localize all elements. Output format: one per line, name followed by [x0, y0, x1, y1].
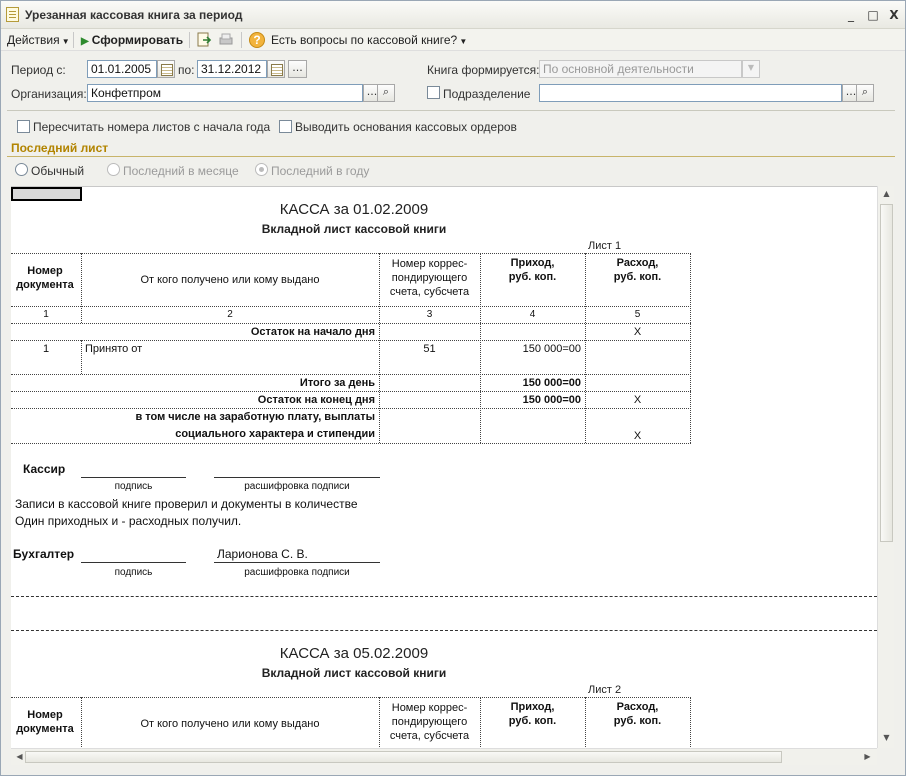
- grid-line: [11, 323, 691, 324]
- signature-line: [81, 477, 186, 478]
- help-menu[interactable]: [271, 32, 467, 48]
- radio-usual-label: Обычный: [31, 164, 85, 178]
- grid-line: [81, 340, 82, 374]
- scroll-right-icon[interactable]: ▶: [864, 752, 871, 761]
- total-label: Итого за день: [299, 377, 375, 389]
- calendar-icon[interactable]: [267, 60, 285, 78]
- header-income: Приход, руб. коп.: [508, 701, 557, 727]
- book-label: Книга формируется:: [427, 63, 540, 77]
- generate-button[interactable]: [81, 32, 183, 48]
- calendar-icon[interactable]: [157, 60, 175, 78]
- decode-caption: расшифровка подписи: [244, 567, 350, 578]
- page-break: [11, 596, 877, 597]
- salary-line-2: социального характера и стипендии: [175, 428, 375, 440]
- selected-cell[interactable]: [11, 187, 82, 201]
- vertical-scrollbar[interactable]: [877, 186, 894, 748]
- opening-expense: X: [633, 326, 642, 338]
- vertical-scroll-thumb[interactable]: [880, 204, 893, 542]
- help-icon[interactable]: ?: [249, 32, 265, 48]
- divider: [7, 156, 895, 157]
- col-number: 2: [227, 309, 233, 320]
- scroll-down-icon[interactable]: ▼: [883, 733, 890, 742]
- radio-last-year[interactable]: [255, 163, 268, 176]
- chevron-down-icon: ▼: [59, 37, 70, 46]
- salary-line-1: в том числе на заработную плату, выплаты: [135, 411, 375, 423]
- grid-line: [11, 253, 691, 254]
- maximize-icon[interactable]: □: [867, 8, 879, 22]
- grid-line: [11, 697, 691, 698]
- page-break: [11, 630, 877, 631]
- report-spreadsheet[interactable]: [11, 186, 877, 748]
- close-icon[interactable]: X: [889, 8, 899, 22]
- period-select-button[interactable]: ...: [288, 60, 307, 78]
- print-icon[interactable]: [218, 32, 234, 48]
- header-income: Приход, руб. коп.: [508, 257, 557, 283]
- header-doc-no: Номер документа: [16, 709, 74, 735]
- decode-caption: расшифровка подписи: [244, 481, 350, 492]
- generate-label: Сформировать: [91, 33, 184, 47]
- period-to-label: по:: [178, 63, 195, 77]
- cashier-label: Кассир: [23, 462, 66, 476]
- search-icon[interactable]: ⌕: [377, 84, 395, 102]
- sign-caption: подпись: [114, 567, 153, 578]
- header-from-whom: От кого получено или кому выдано: [140, 718, 320, 730]
- play-icon: ▶: [81, 36, 89, 47]
- entry-number: 1: [42, 343, 50, 355]
- radio-usual[interactable]: [15, 163, 28, 176]
- window-title: Урезанная кассовая книга за период: [25, 8, 243, 22]
- header-doc-no: Номер документа: [16, 265, 74, 291]
- renumber-checkbox[interactable]: [17, 120, 30, 133]
- accountant-name: Ларионова С. В.: [217, 547, 308, 561]
- page-subtitle: Вкладной лист кассовой книги: [261, 666, 447, 680]
- org-field[interactable]: Конфетпром: [87, 84, 363, 102]
- toolbar-separator: [241, 32, 242, 48]
- toolbar: [1, 29, 905, 51]
- page-title: КАССА за 05.02.2009: [279, 645, 429, 662]
- entry-text: Принято от: [85, 343, 143, 355]
- radio-last-month-label: Последний в месяце: [123, 164, 239, 178]
- grid-line: [11, 408, 691, 409]
- grid-line: [11, 340, 691, 341]
- page-subtitle: Вкладной лист кассовой книги: [261, 222, 447, 236]
- grid-line: [690, 253, 691, 443]
- document-icon: [6, 7, 19, 22]
- last-sheet-heading: Последний лист: [11, 141, 109, 155]
- col-number: 3: [426, 309, 433, 320]
- org-select-button[interactable]: ...: [363, 84, 381, 102]
- divider: [7, 110, 895, 111]
- grid-line: [11, 306, 691, 307]
- total-income: 150 000=00: [522, 377, 581, 389]
- basis-label: Выводить основания кассовых ордеров: [295, 120, 517, 134]
- col-number: 1: [43, 309, 49, 320]
- scroll-left-icon[interactable]: ◀: [16, 752, 23, 761]
- closing-income: 150 000=00: [522, 394, 581, 406]
- signature-line: [214, 477, 380, 478]
- header-expense: Расход, руб. коп.: [613, 701, 662, 727]
- subdiv-field[interactable]: [539, 84, 842, 102]
- sheet-number: Лист 1: [588, 240, 622, 252]
- chevron-down-icon: ▼: [457, 37, 468, 46]
- grid-line: [11, 391, 691, 392]
- horizontal-scroll-thumb[interactable]: [25, 751, 782, 763]
- subdivision-checkbox[interactable]: [427, 86, 440, 99]
- closing-expense: X: [633, 394, 642, 406]
- actions-menu[interactable]: [7, 32, 70, 48]
- radio-last-month[interactable]: [107, 163, 120, 176]
- accountant-label: Бухгалтер: [13, 547, 75, 561]
- search-icon[interactable]: ⌕: [856, 84, 874, 102]
- toolbar-separator: [189, 32, 190, 48]
- entry-account: 51: [423, 343, 436, 355]
- sign-caption: подпись: [114, 481, 153, 492]
- toolbar-separator: [73, 32, 74, 48]
- header-account: Номер коррес- пондирующего счета, субсчета: [389, 258, 470, 298]
- sheet-number: Лист 2: [588, 684, 622, 696]
- entry-income: 150 000=00: [522, 343, 581, 355]
- page-title: КАССА за 01.02.2009: [279, 201, 429, 218]
- renumber-label: Пересчитать номера листов с начала года: [33, 120, 271, 134]
- chevron-down-icon[interactable]: ▼: [742, 60, 760, 78]
- header-from-whom: От кого получено или кому выдано: [140, 274, 320, 286]
- checked-line-1: Записи в кассовой книге проверил и документы в количестве: [15, 497, 358, 511]
- help-label: Есть вопросы по кассовой книге?: [271, 33, 458, 47]
- scroll-up-icon[interactable]: ▲: [883, 189, 890, 198]
- horizontal-scrollbar[interactable]: [11, 748, 877, 765]
- grid-line: [690, 697, 691, 748]
- signature-line: [214, 562, 380, 563]
- org-label: Организация:: [11, 87, 87, 101]
- grid-line: [11, 374, 691, 375]
- salary-expense: X: [633, 430, 642, 442]
- minimize-icon[interactable]: _: [848, 8, 854, 22]
- book-select[interactable]: По основной деятельности: [539, 60, 742, 78]
- header-account: Номер коррес- пондирующего счета, субсчета: [389, 702, 470, 742]
- actions-label: Действия: [7, 33, 60, 47]
- basis-checkbox[interactable]: [279, 120, 292, 133]
- subdiv-select-button[interactable]: ...: [842, 84, 860, 102]
- signature-line: [81, 562, 186, 563]
- radio-last-year-label: Последний в году: [271, 164, 370, 178]
- header-expense: Расход, руб. коп.: [613, 257, 662, 283]
- opening-balance-label: Остаток на начало дня: [250, 326, 375, 338]
- export-icon[interactable]: [196, 32, 212, 48]
- title-bar: [1, 1, 905, 29]
- grid-line: [11, 443, 691, 444]
- period-from-field[interactable]: 01.01.2005: [87, 60, 157, 78]
- col-number: 5: [634, 309, 641, 320]
- period-to-field[interactable]: 31.12.2012: [197, 60, 267, 78]
- col-number: 4: [529, 309, 536, 320]
- checked-line-2: Один приходных и - расходных получил.: [15, 514, 242, 528]
- period-from-label: Период с:: [11, 63, 66, 77]
- subdiv-label: Подразделение: [443, 87, 531, 101]
- closing-balance-label: Остаток на конец дня: [257, 394, 375, 406]
